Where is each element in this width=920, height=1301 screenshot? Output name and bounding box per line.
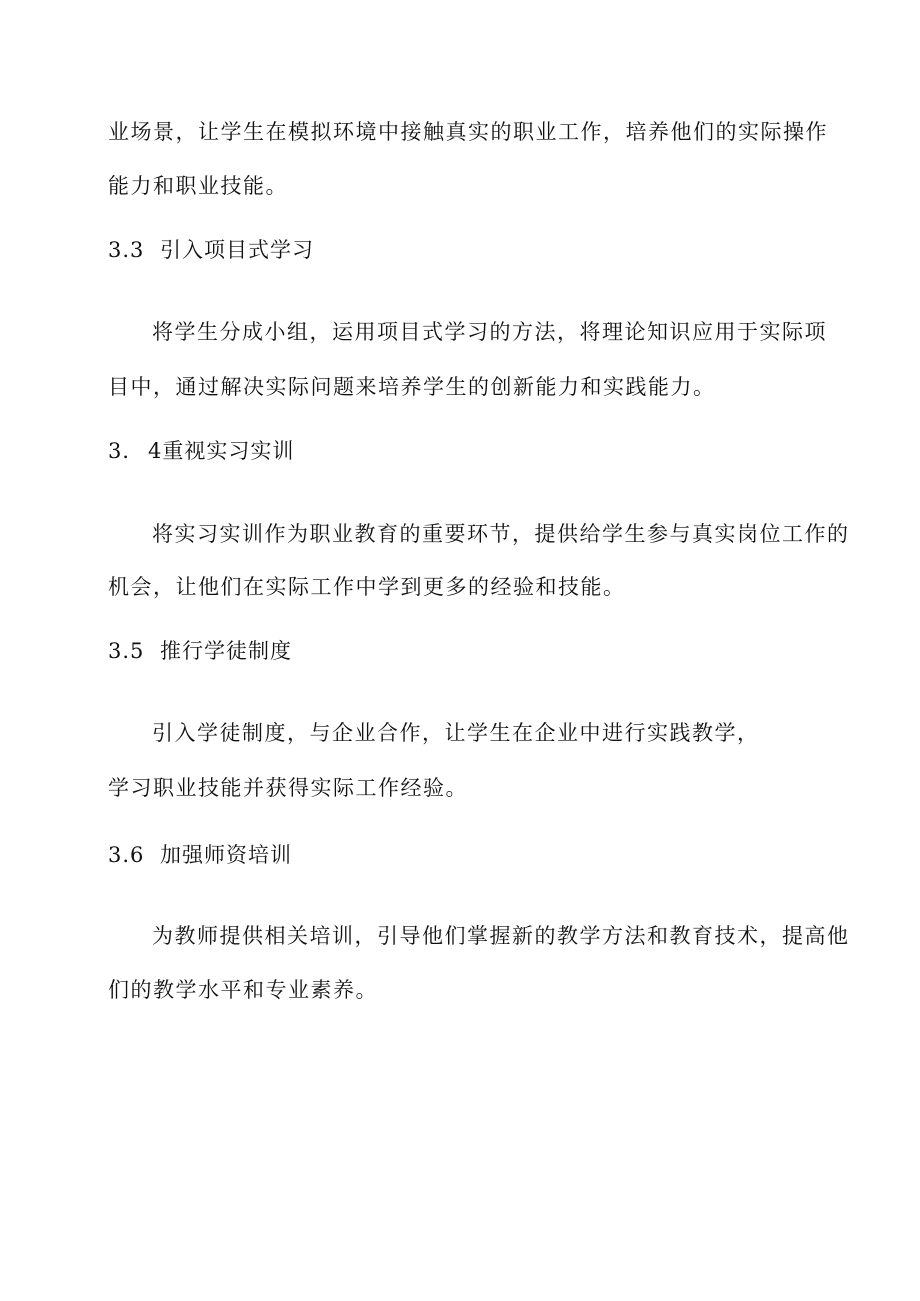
intro-line-1: 业场景，让学生在模拟环境中接触真实的职业工作，培养他们的实际操作	[108, 120, 828, 144]
section-number: 3.6	[108, 843, 145, 867]
section-3-4-line-1: 将实习实训作为职业教育的重要环节，提供给学生参与真实岗位工作的	[152, 522, 850, 546]
section-3-3-line-2: 目中，通过解决实际问题来培养学生的创新能力和实践能力。	[108, 375, 716, 399]
section-number: 3.3	[108, 238, 145, 262]
section-3-6-line-1: 为教师提供相关培训，引导他们掌握新的教学方法和教育技术，提高他	[152, 924, 850, 948]
section-number: 3.5	[108, 639, 145, 663]
section-title: 4重视实习实训	[148, 439, 295, 463]
section-heading-3-5	[108, 637, 292, 665]
section-3-5-line-2: 学习职业技能并获得实际工作经验。	[108, 776, 468, 800]
section-3-4-line-2: 机会，让他们在实际工作中学到更多的经验和技能。	[108, 575, 626, 599]
intro-line-2: 能力和职业技能。	[108, 174, 288, 198]
section-3-5-line-1: 引入学徒制度，与企业合作，让学生在企业中进行实践教学，	[152, 721, 760, 745]
section-heading-3-6	[108, 841, 292, 869]
section-heading-3-4	[108, 437, 294, 465]
section-title: 引入项目式学习	[160, 238, 314, 262]
section-title: 推行学徒制度	[160, 639, 292, 663]
section-heading-3-3	[108, 236, 314, 264]
section-3-6-line-2: 们的教学水平和专业素养。	[108, 978, 378, 1002]
section-title: 加强师资培训	[160, 843, 292, 867]
section-3-3-line-1: 将学生分成小组，运用项目式学习的方法，将理论知识应用于实际项	[152, 320, 827, 344]
section-number: 3．	[108, 439, 145, 463]
